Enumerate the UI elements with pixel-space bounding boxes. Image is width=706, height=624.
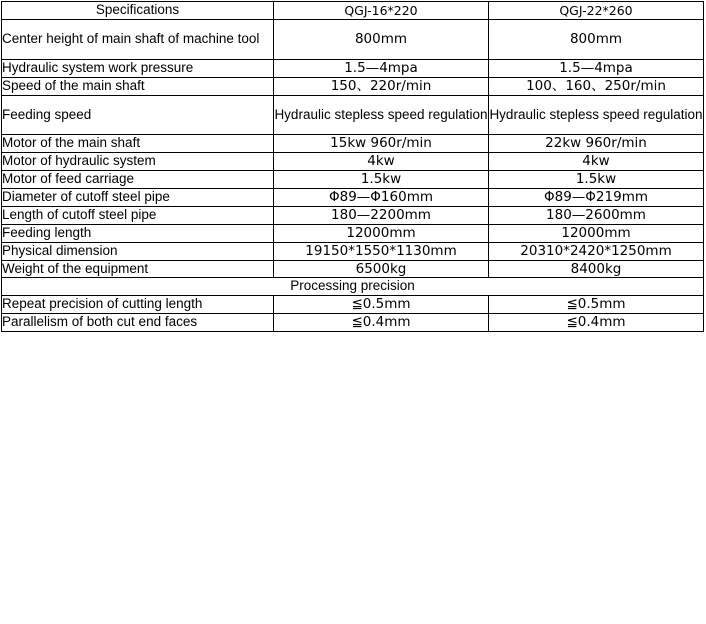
row-value-a: 1.5—4mpa xyxy=(274,59,489,77)
section-header-row xyxy=(2,278,704,296)
row-value-b: ≦0.4mm xyxy=(489,314,704,332)
row-value-a: ≦0.4mm xyxy=(274,314,489,332)
row-value-b: 1.5kw xyxy=(489,171,704,189)
row-value-a: ≦0.5mm xyxy=(274,296,489,314)
row-label: Physical dimension xyxy=(2,242,274,260)
table-row xyxy=(2,153,704,171)
row-value-a: 19150*1550*1130mm xyxy=(274,242,489,260)
table-header-row xyxy=(2,2,704,20)
row-label: Length of cutoff steel pipe xyxy=(2,206,274,224)
row-value-b: 1.5—4mpa xyxy=(489,59,704,77)
row-value-a: 6500kg xyxy=(274,260,489,278)
row-label: Repeat precision of cutting length xyxy=(2,296,274,314)
row-value-b: Φ89—Φ219mm xyxy=(489,189,704,207)
row-label: Feeding length xyxy=(2,224,274,242)
row-label: Hydraulic system work pressure xyxy=(2,59,274,77)
row-label: Weight of the equipment xyxy=(2,260,274,278)
table-row xyxy=(2,260,704,278)
row-value-a: Hydraulic stepless speed regulation xyxy=(274,95,489,135)
row-value-a: 150、220r/min xyxy=(274,77,489,95)
row-value-b: ≦0.5mm xyxy=(489,296,704,314)
table-row xyxy=(2,296,704,314)
row-label: Feeding speed xyxy=(2,95,274,135)
row-label: Motor of feed carriage xyxy=(2,171,274,189)
row-label: Center height of main shaft of machine tool xyxy=(2,19,274,59)
row-label: Diameter of cutoff steel pipe xyxy=(2,189,274,207)
row-value-b: 8400kg xyxy=(489,260,704,278)
row-value-a: 180—2200mm xyxy=(274,206,489,224)
row-value-a: 4kw xyxy=(274,153,489,171)
row-label: Motor of the main shaft xyxy=(2,135,274,153)
table-row xyxy=(2,206,704,224)
table-row xyxy=(2,242,704,260)
header-model-b: QGJ-22*260 xyxy=(489,2,704,20)
table-row xyxy=(2,314,704,332)
row-value-a: Φ89—Φ160mm xyxy=(274,189,489,207)
row-value-b: 100、160、250r/min xyxy=(489,77,704,95)
table-row xyxy=(2,95,704,135)
row-label: Motor of hydraulic system xyxy=(2,153,274,171)
row-value-b: 800mm xyxy=(489,19,704,59)
table-row xyxy=(2,171,704,189)
header-model-a: QGJ-16*220 xyxy=(274,2,489,20)
row-value-a: 12000mm xyxy=(274,224,489,242)
row-value-a: 1.5kw xyxy=(274,171,489,189)
table-row xyxy=(2,77,704,95)
row-value-a: 15kw 960r/min xyxy=(274,135,489,153)
section-title-processing-precision: Processing precision xyxy=(2,278,704,296)
row-label: Parallelism of both cut end faces xyxy=(2,314,274,332)
specifications-table xyxy=(1,1,704,332)
row-value-b: 22kw 960r/min xyxy=(489,135,704,153)
table-row xyxy=(2,19,704,59)
row-value-a: 800mm xyxy=(274,19,489,59)
table-row xyxy=(2,135,704,153)
row-label: Speed of the main shaft xyxy=(2,77,274,95)
table-row xyxy=(2,59,704,77)
table-row xyxy=(2,224,704,242)
table-row xyxy=(2,189,704,207)
row-value-b: 180—2600mm xyxy=(489,206,704,224)
row-value-b: 20310*2420*1250mm xyxy=(489,242,704,260)
row-value-b: 4kw xyxy=(489,153,704,171)
header-specifications: Specifications xyxy=(2,2,274,20)
row-value-b: Hydraulic stepless speed regulation xyxy=(489,95,704,135)
row-value-b: 12000mm xyxy=(489,224,704,242)
